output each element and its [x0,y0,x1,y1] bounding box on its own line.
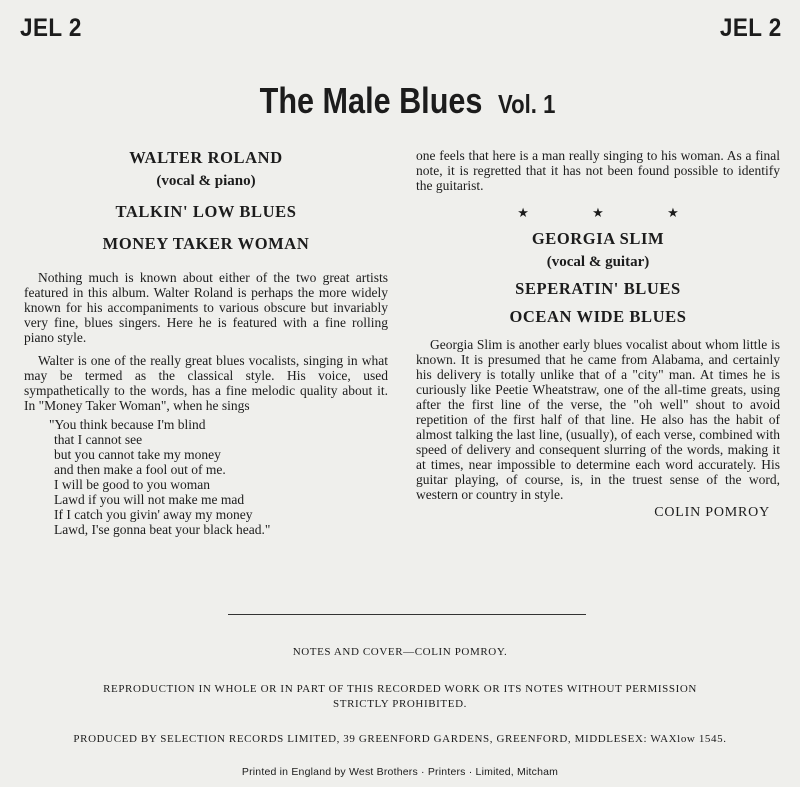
notes-credit: NOTES AND COVER—COLIN POMROY. [292,646,508,658]
right-paragraph-georgia-slim: Georgia Slim is another early blues vocalist about whom little is known. It is presumed that he came from Alabama, and certainly his delivery is totally unlike that of a "city" man. At times he is curiously like Peetie Wheatstraw, one of the all-time greats, using after the first line of the verse, the "oh well" shout to avoid repetition of the first half of that line. He also has the habit of almost talking the last line, (usually), of each verse, combined with speed of delivery and consequent slurring of the words, making it at times, near impossible to determine each word accurately. His guitar playing, of course, is, in the truest sense of the word, western or country in style. [416,337,780,502]
lyric-line: If I catch you givin' away my money [54,507,253,522]
song-title-money-taker-woman: MONEY TAKER WOMAN [102,234,310,253]
album-title: The Male Blues [259,80,483,121]
lyric-line: that I cannot see [54,432,143,447]
right-column [416,148,780,521]
printer-credit: Printed in England by West Brothers · Printers · Limited, Mitcham [241,766,559,778]
lyric-line: I will be good to you woman [54,477,210,492]
album-volume: Vol. 1 [497,89,555,119]
lyric-line: "You think because I'm blind [49,417,206,432]
left-paragraph-2: Walter is one of the really great blues vocalists, singing in what may be termed as the classical style. His voice, used sympathetically to the words, has a fine melodic quality about it. In "Money Taker Woman", when he sings [24,353,388,413]
lyric-line: but you cannot take my money [54,447,221,462]
song-title-seperatin-blues: SEPERATIN' BLUES [515,279,681,298]
lyric-line: and then make a fool out of me. [54,462,226,477]
lyrics-quote [49,417,388,537]
artist-role-georgia-slim: (vocal & guitar) [546,254,650,270]
left-column [24,148,388,537]
page-title [0,80,800,122]
catalog-number-left: JEL 2 [20,14,82,42]
lyric-line: Lawd if you will not make me mad [54,492,245,507]
artist-name-georgia-slim: GEORGIA SLIM [531,229,665,248]
song-title-talkin-low-blues: TALKIN' LOW BLUES [115,202,297,221]
author-signature: COLIN POMROY [654,505,770,520]
song-title-ocean-wide-blues: OCEAN WIDE BLUES [509,307,687,326]
producer-credit: PRODUCED BY SELECTION RECORDS LIMITED, 39 GREENFORD GARDENS, GREENFORD, MIDDLESEX: WAXlow 1545. [73,733,727,745]
divider-line [228,614,586,615]
left-paragraph-1: Nothing much is known about either of the two great artists featured in this album. Walter Roland is perhaps the more widely known for his accompaniments to various obscure but invariably very fine, blues singers. Here he is featured with a fine rolling piano style. [24,270,388,345]
catalog-number-right: JEL 2 [720,14,782,42]
artist-name-walter-roland: WALTER ROLAND [129,148,283,167]
star-divider: ★ ★ ★ [517,205,709,220]
reproduction-notice-line-1: REPRODUCTION IN WHOLE OR IN PART OF THIS RECORDED WORK OR ITS NOTES WITHOUT PERMISSION [103,683,697,695]
reproduction-notice-line-2: STRICTLY PROHIBITED. [333,698,467,710]
artist-role-walter-roland: (vocal & piano) [156,173,256,189]
right-paragraph-continued: one feels that here is a man really singing to his woman. As a final note, it is regretted that it has not been found possible to identify the guitarist. [416,148,780,193]
lyric-line: Lawd, I'se gonna beat your black head." [54,522,271,537]
